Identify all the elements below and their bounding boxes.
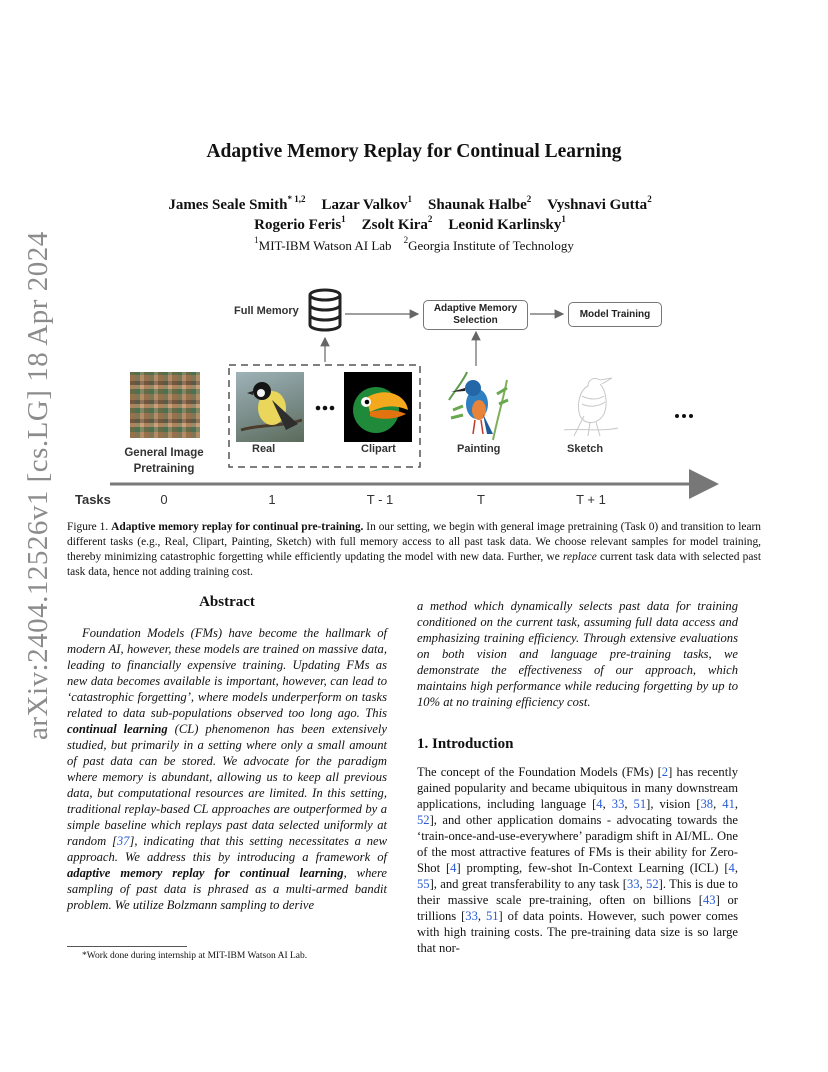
author-name: Leonid Karlinsky$^1$ [448,214,566,233]
author-name: Rogerio Feris$^1$ [254,214,346,233]
citation-link[interactable]: 37 [116,834,130,848]
intro-text-run: , [624,797,634,811]
figure-1 [0,280,828,515]
citation-link[interactable]: 4 [728,861,735,875]
timeline-tick-label: T - 1 [366,492,394,507]
model-training-box: Model Training [568,302,662,327]
timeline-tick-label: T + 1 [576,492,606,507]
intro-text-run: ]. This is due to their massive scale pre-training, often on billions [ [417,877,738,907]
stage-label-sketch: Sketch [567,443,604,455]
abstract-continued: a method which dynamically selects past data for training conditioned on the current task, assuming full data access and emphasizing training efficiency. Through extensive evaluations on both vision and language pre-training tasks, we demonstrate the effectiveness of our approach, which maintains high performance while reducing forgetting by up to 10% at no training efficiency cost. [417,599,738,709]
intro-text-run: , [713,797,723,811]
affiliation: $^1$MIT-IBM Watson AI Lab [254,235,392,253]
abstract-column [67,592,387,913]
intro-text-run: , [477,909,486,923]
citation-link[interactable]: 33 [611,797,625,811]
citation-link[interactable]: 4 [450,861,457,875]
database-icon [310,290,340,330]
citation-link[interactable]: 33 [626,877,640,891]
right-column [417,598,738,956]
citation-link[interactable]: 2 [661,765,669,779]
painting-bird-image [445,370,511,442]
intro-text-run: ], vision [ [646,797,701,811]
authors-line-2 [100,214,720,234]
citation-link[interactable]: 52 [646,877,659,891]
intro-text-run: ], and great transferability to any task [ [429,877,627,891]
timeline-tick-label: T [477,492,485,507]
author-name: Vyshnavi Gutta$^2$ [547,194,652,213]
abstract-text: Foundation Models (FMs) have become the hallmark of modern AI, however, these models are trained on massive data, leading to financially expensive training. Updating FMs as new data becomes available is important, however, can lead to ‘catastrophic forgetting’, where models underperform on tasks related to data sub-populations observed too long ago. This continual learning (CL) phenomenon has been extensively studied, but primarily in a setting where only a small amount of past data can be stored. We advocate for the paradigm where memory is abundant, allowing us to keep all previous data, but computational resources are limited. In this setting, traditional replay-based CL approaches are outperformed by a simple baseline which replays past data selected uniformly at random [37], indicating that this setting necessitates a new approach. We address this by introducing a framework of adaptive memory replay for continual learning, where sampling of past data is phrased as a multi-armed bandit problem. We utilize Bolzmann sampling to derive [67,626,388,912]
intro-text-run: , [639,877,647,891]
author-name: Shaunak Halbe$^2$ [427,194,532,213]
intro-text-run: ] has recently gained popularity and became ubiquitous in many downstream applications, including language [ [417,765,738,811]
figure-caption: Figure 1. Adaptive memory replay for continual pre-training. In our setting, we begin with general image pretraining (Task 0) and transition to learn different tasks (e.g., Real, Clipart, Painting, Sketch) with full memory access to all past task data. We choose relevant samples for model training, thereby minimizing catastrophic forgetting while efficiently updating the model with new data. Further, we replace current task data with selected past task data, hence not adding training cost. [67,521,761,578]
affiliations [0,235,828,254]
intro-text-run: , [734,861,738,875]
author-name: James Seale Smith$^{* 1,2}$ [168,194,306,213]
citation-link[interactable]: 33 [465,909,478,923]
intro-text-run: The concept of the Foundation Models (FMs) [ [417,765,662,779]
sketch-bird-image [560,370,622,442]
intro-heading: 1. Introduction [417,736,514,752]
footnote: *Work done during internship at MIT-IBM Watson AI Lab. [82,951,308,961]
footnote-rule [67,946,187,947]
intro-text-run: ], and other application domains - advocating towards the ‘train-once-and-use-everywhere’ paradigm shift in AI/ML. One of the most attractive features of FMs is their ability for Zero-Shot [ [417,813,738,875]
arxiv-stamp: arXiv:2404.12526v1 [cs.LG] 18 Apr 2024 [22,231,54,740]
author-name: Lazar Valkov$^1$ [321,194,412,213]
intro-text-run: , [602,797,612,811]
stage-label-real: Real [252,443,276,455]
citation-link[interactable]: 43 [702,893,716,907]
abstract-heading: Abstract [199,594,255,610]
full-memory-label: Full Memory [234,305,299,317]
citation-link[interactable]: 52 [417,813,430,827]
figure-diagram [0,280,828,515]
intro-text-run: ] of data points. However, such power comes with high training costs. The pre-training data size is so large that nor- [417,909,739,955]
stage-label-pretraining: General Image Pretraining [124,447,204,475]
adaptive-memory-box: Adaptive Memory Selection [423,300,528,330]
citation-link[interactable]: 41 [722,797,735,811]
clipart-bird-image [344,372,412,442]
authors-line-1 [100,194,720,214]
intro-text-run: , [734,797,739,811]
stage-label-clipart: Clipart [361,443,396,455]
intro-text [417,764,738,956]
citation-link[interactable]: 38 [700,797,714,811]
stage-label-painting: Painting [457,443,501,455]
tasks-label: Tasks [75,492,111,507]
intro-text-run: ] prompting, few-shot In-Context Learning (ICL) [ [456,861,729,875]
citation-link[interactable]: 4 [596,797,603,811]
paper-title: Adaptive Memory Replay for Continual Learning [206,141,622,162]
author-name: Zsolt Kira$^2$ [361,214,433,233]
pretraining-mosaic-image [130,372,200,438]
timeline-tick-label: 1 [268,492,276,507]
citation-link[interactable]: 55 [417,877,430,891]
timeline-tick-label: 0 [160,492,168,507]
affiliation: $^2$Georgia Institute of Technology [403,235,574,253]
citation-link[interactable]: 51 [485,909,499,923]
intro-text-run: ] or trillions [ [417,893,738,923]
citation-link[interactable]: 51 [633,797,647,811]
real-bird-image [236,372,304,442]
